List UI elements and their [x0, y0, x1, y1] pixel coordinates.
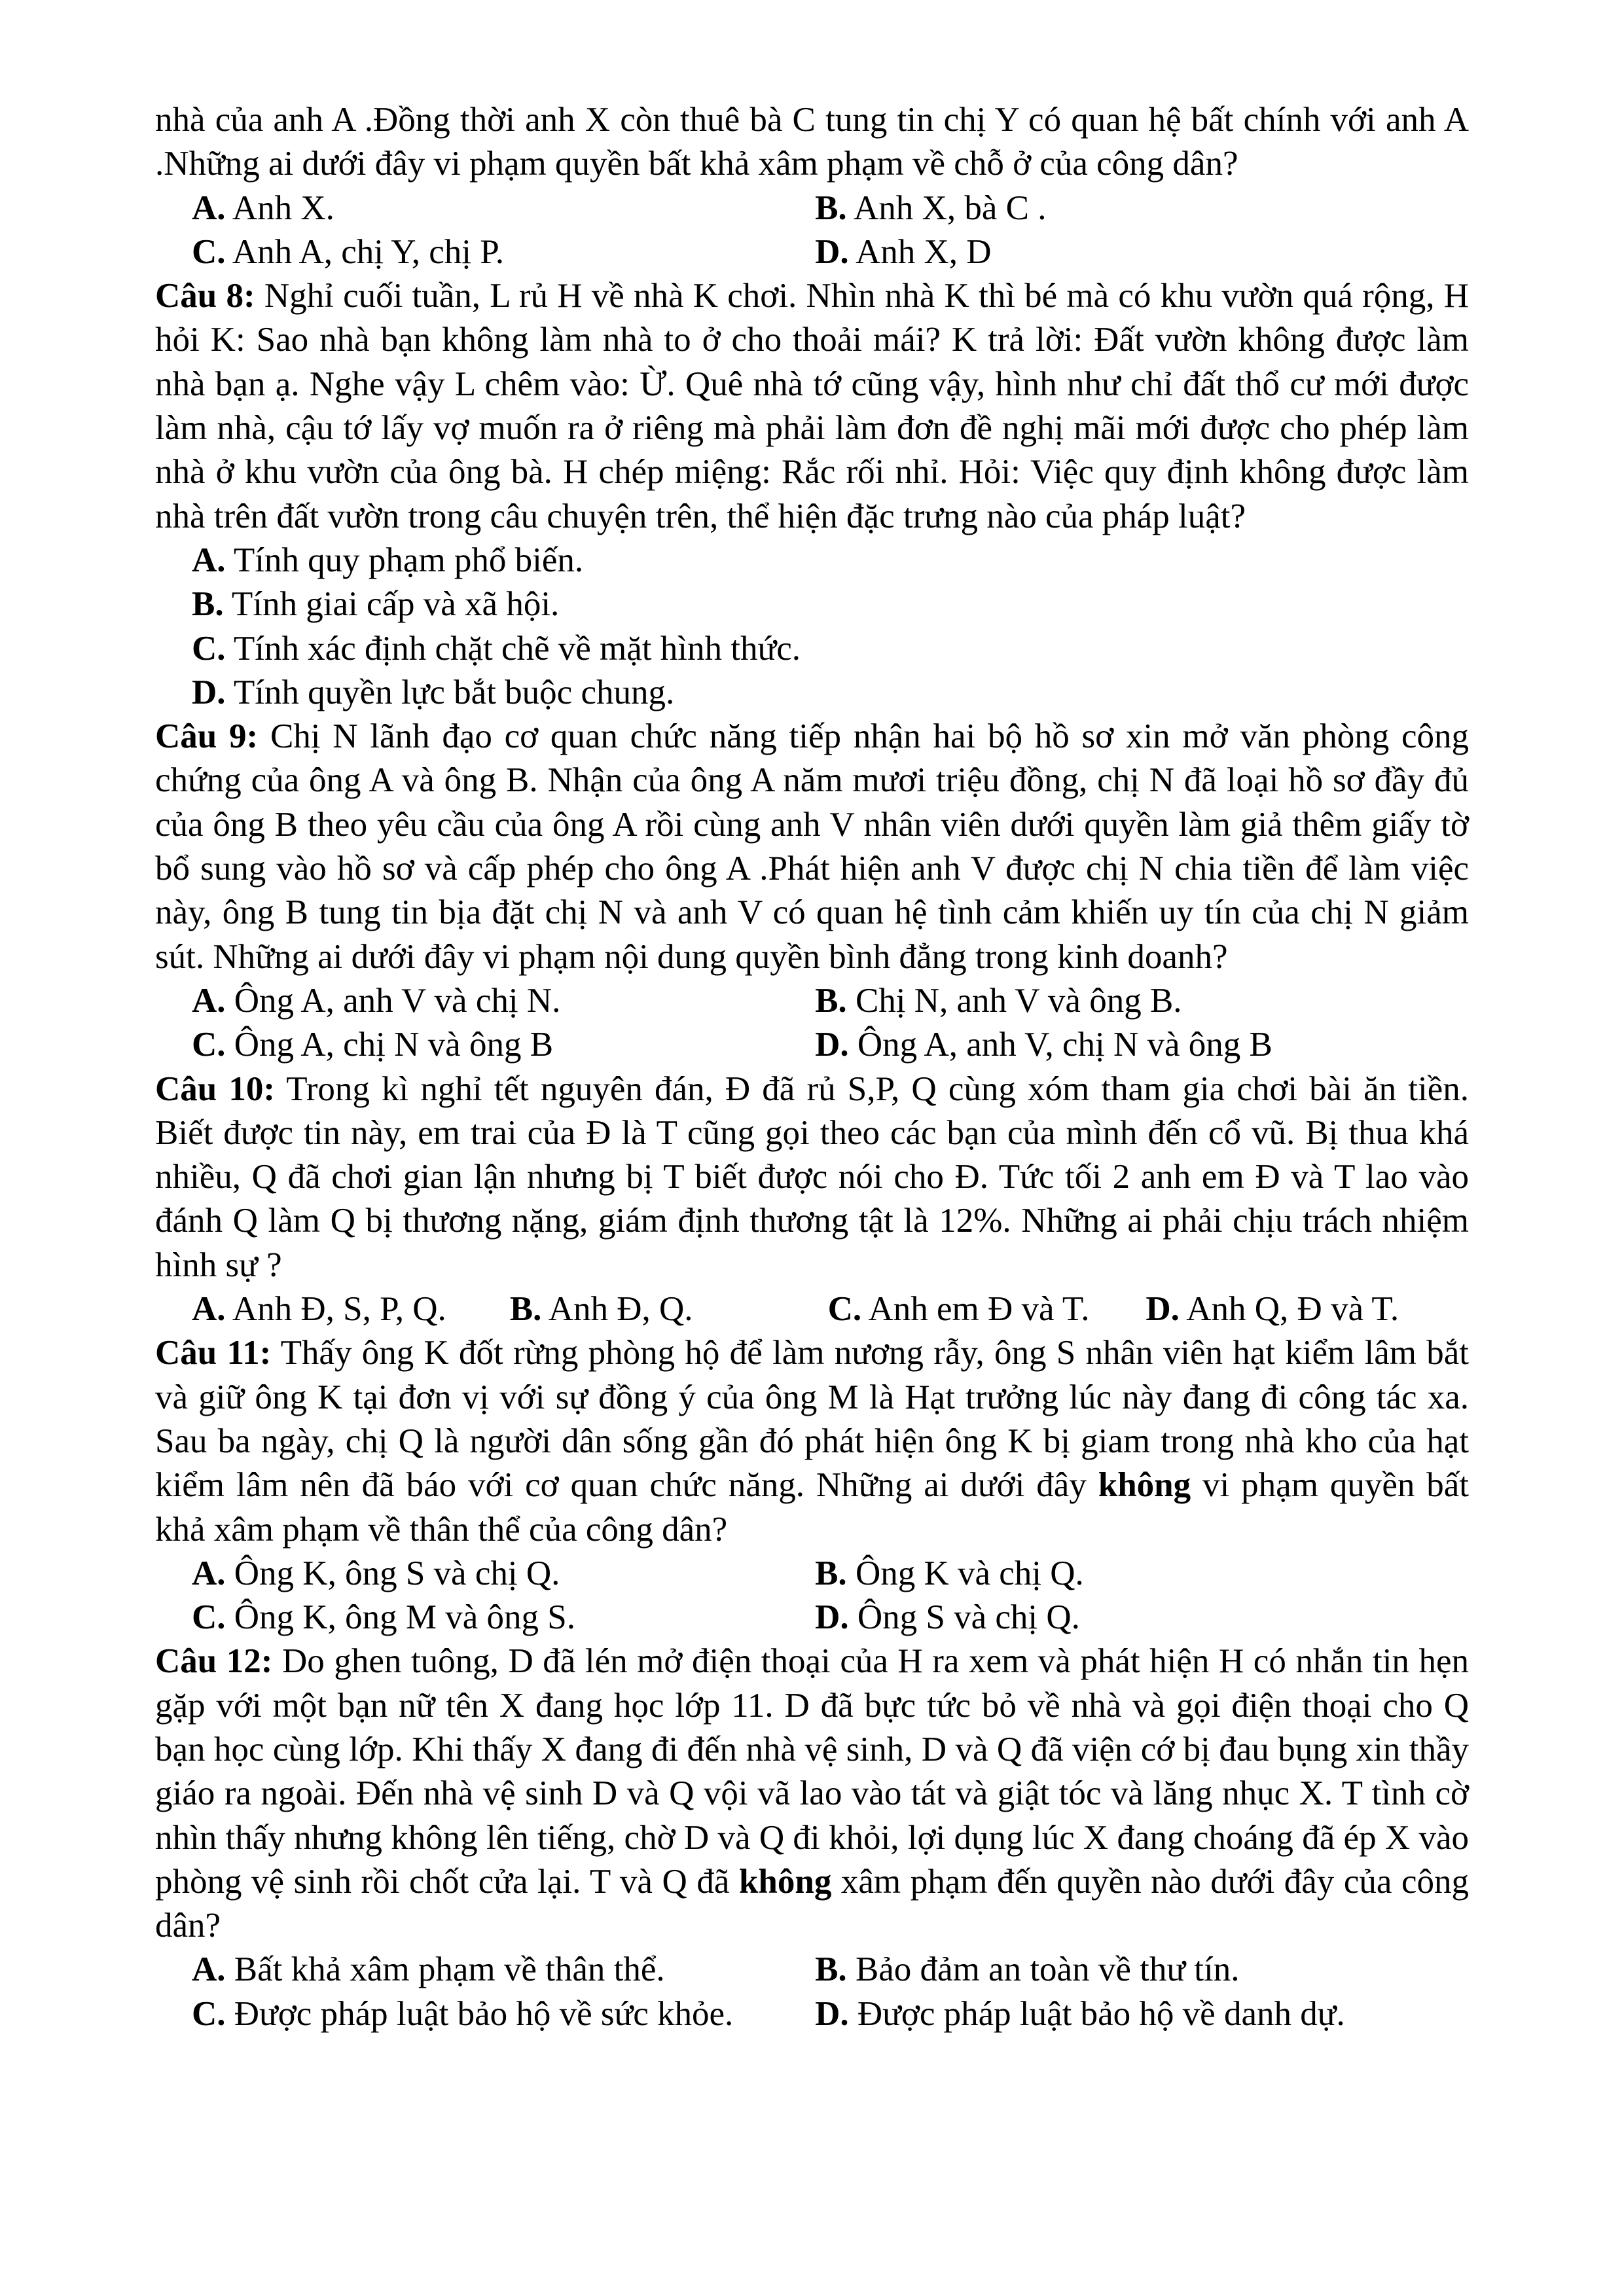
- answer-letter: C.: [827, 1290, 862, 1329]
- question-number-label: Câu 12:: [155, 1642, 273, 1681]
- answer-letter: B.: [815, 1950, 847, 1989]
- answer-letter: A.: [192, 1554, 226, 1592]
- answer-option-a: [192, 539, 1469, 583]
- answer-text: Bất khả xâm phạm về thân thể.: [234, 1950, 665, 1989]
- question-body-text: Do ghen tuông, D đã lén mở điện thoại của H ra xem và phát hiện H có nhắn tin hẹn gặp với một bạn nữ tên X đang học lớp 11. D đã bực tức bỏ về nhà và gọi điện thoại cho Q bạn học cùng lớp. Khi thấy X đang đi đến nhà vệ sinh, D và Q đã viện cớ bị đau bụng xin thầy giáo ra ngoài. Đến nhà vệ sinh D và Q vội vã lao vào tát và giật tóc và lăng nhục X. T tình cờ nhìn thấy nhưng không lên tiếng, chờ D và Q đi khỏi, lợi dụng lúc X đang choáng đã ép X vào phòng vệ sinh rồi chốt cửa lại. T và Q đã: [155, 1642, 1469, 1901]
- answer-option-c: [828, 1287, 1146, 1331]
- questions-container: [155, 98, 1469, 2036]
- emphasized-text: không: [738, 1862, 832, 1901]
- answer-letter: C.: [192, 1026, 226, 1064]
- answer-option-b: [815, 187, 1469, 230]
- answer-text: Anh em Đ và T.: [868, 1290, 1090, 1329]
- answer-text: Anh Đ, S, P, Q.: [232, 1290, 446, 1329]
- answer-letter: B.: [815, 1554, 847, 1592]
- question-body-text: Thấy ông K đốt rừng phòng hộ để làm nương rẫy, ông S nhân viên hạt kiểm lâm bắt và giữ ông K tại đơn vị với sự đồng ý của ông M là Hạt trưởng lúc này đang đi công tác xa. Sau ba ngày, chị Q là người dân sống gần đó phát hiện ông K bị giam trong nhà kho của hạt kiểm lâm nên đã báo với cơ quan chức năng. Những ai dưới đây: [155, 1334, 1470, 1505]
- question-body-text: Trong kì nghỉ tết nguyên đán, Đ đã rủ S,P, Q cùng xóm tham gia chơi bài ăn tiền. Biết được tin này, em trai của Đ là T cũng gọi theo các bạn của mình đến cổ vũ. Bị thua khá nhiều, Q đã chơi gian lận nhưng bị T biết được nói cho Đ. Tức tối 2 anh em Đ và T lao vào đánh Q làm Q bị thương nặng, giám định thương tật là 12%. Những ai phải chịu trách nhiệm hình sự ?: [155, 1069, 1469, 1284]
- question-number-label: Câu 10:: [155, 1069, 276, 1108]
- answer-letter: A.: [192, 1950, 226, 1989]
- question-number-label: Câu 8:: [155, 277, 255, 315]
- question-body-text: Chị N lãnh đạo cơ quan chức năng tiếp nhận hai bộ hồ sơ xin mở văn phòng công chứng của ông A và ông B. Nhận của ông A năm mươi triệu đồng, chị N đã loại hồ sơ đầy đủ của ông B theo yêu cầu của ông A rồi cùng anh V nhân viên dưới quyền làm giả thêm giấy tờ bổ sung vào hồ sơ và cấp phép cho ông A .Phát hiện anh V được chị N chia tiền để làm việc này, ông B tung tin bịa đặt chị N và anh V có quan hệ tình cảm khiến uy tín của chị N giảm sút. Những ai dưới đây vi phạm nội dung quyền bình đẳng trong kinh doanh?: [155, 717, 1470, 976]
- answer-option-d: [815, 1023, 1469, 1067]
- answer-option-a: [192, 1948, 815, 1992]
- question-number-label: Câu 11:: [155, 1334, 272, 1372]
- answer-letter: D.: [815, 1994, 849, 2033]
- answer-letter: D.: [815, 1026, 849, 1064]
- answer-text: Được pháp luật bảo hộ về sức khỏe.: [234, 1994, 734, 2033]
- answer-letter: A.: [192, 981, 226, 1020]
- answer-option-b: [815, 1552, 1469, 1596]
- answer-text: Chị N, anh V và ông B.: [855, 981, 1182, 1020]
- answer-option-b: [815, 979, 1469, 1023]
- answer-option-d: [192, 671, 1469, 715]
- answer-text: Ông S và chị Q.: [857, 1598, 1080, 1637]
- answer-option-a: [192, 187, 815, 230]
- question-body-text: nhà của anh A .Đồng thời anh X còn thuê bà C tung tin chị Y có quan hệ bất chính với anh A .Những ai dưới đây vi phạm quyền bất khả xâm phạm về chỗ ở của công dân?: [155, 101, 1469, 183]
- question-text: [155, 1067, 1469, 1287]
- answer-letter: B.: [509, 1290, 542, 1329]
- answer-option-d: [815, 230, 1469, 274]
- answer-text: Ông K và chị Q.: [855, 1554, 1084, 1592]
- answer-option-c: [192, 230, 815, 274]
- emphasized-text: không: [1098, 1466, 1191, 1505]
- answer-letter: C.: [192, 1598, 226, 1637]
- answer-text: Ông A, anh V và chị N.: [234, 981, 561, 1020]
- answer-text: Tính quy phạm phổ biến.: [233, 541, 584, 579]
- question-text: [155, 715, 1469, 979]
- question-block: [155, 274, 1469, 715]
- answer-option-b: [192, 583, 1469, 626]
- answer-text: Ông K, ông M và ông S.: [234, 1598, 575, 1637]
- answer-options: [155, 1287, 1469, 1331]
- question-body-text: xâm phạm đến quyền nào dưới đây của công dân?: [155, 1862, 1469, 1945]
- answer-letter: A.: [192, 188, 226, 227]
- answer-letter: D.: [192, 673, 226, 711]
- answer-option-d: [815, 1992, 1469, 2036]
- question-body-text: vi phạm quyền bất khả xâm phạm về thân thể của công dân?: [155, 1466, 1469, 1549]
- answer-option-d: [1146, 1287, 1469, 1331]
- answer-text: Bảo đảm an toàn về thư tín.: [855, 1950, 1240, 1989]
- answer-letter: C.: [192, 1994, 226, 2033]
- answer-text: Anh X, D: [855, 232, 992, 271]
- question-text: [155, 1640, 1469, 1948]
- answer-text: Tính giai cấp và xã hội.: [231, 585, 560, 624]
- answer-text: Ông A, anh V, chị N và ông B: [857, 1026, 1272, 1064]
- answer-letter: D.: [815, 232, 849, 271]
- answer-option-b: [815, 1948, 1469, 1992]
- answer-options: [155, 979, 1469, 1067]
- question-block: [155, 1640, 1469, 2036]
- answer-letter: C.: [192, 629, 226, 668]
- answer-letter: B.: [815, 981, 847, 1020]
- question-block: [155, 98, 1469, 274]
- answer-text: Anh X, bà C .: [854, 188, 1047, 227]
- answer-letter: B.: [815, 188, 847, 227]
- answer-option-c: [192, 1023, 815, 1067]
- answer-option-a: [192, 1552, 815, 1596]
- question-body-text: Nghỉ cuối tuần, L rủ H về nhà K chơi. Nhìn nhà K thì bé mà có khu vườn quá rộng, H hỏi K: Sao nhà bạn không làm nhà to ở cho thoải mái? K trả lời: Đất vườn không được làm nhà bạn ạ. Nghe vậy L chêm vào: Ừ. Quê nhà tớ cũng vậy, hình như chỉ đất thổ cư mới được làm nhà, cậu tớ lấy vợ muốn ra ở riêng mà phải làm đơn đề nghị mãi mới được cho phép làm nhà ở khu vườn của ông bà. H chép miệng: Rắc rối nhỉ. Hỏi: Việc quy định không được làm nhà trên đất vườn trong câu chuyện trên, thể hiện đặc trưng nào của pháp luật?: [155, 277, 1469, 535]
- answer-text: Tính xác định chặt chẽ về mặt hình thức.: [233, 629, 801, 668]
- answer-text: Anh A, chị Y, chị P.: [232, 232, 505, 271]
- answer-text: Ông K, ông S và chị Q.: [234, 1554, 560, 1592]
- answer-text: Tính quyền lực bắt buộc chung.: [233, 673, 675, 711]
- answer-letter: B.: [192, 585, 224, 624]
- question-block: [155, 715, 1469, 1067]
- answer-option-b: [510, 1287, 828, 1331]
- answer-text: Anh Q, Đ và T.: [1186, 1290, 1399, 1329]
- answer-option-c: [192, 1992, 815, 2036]
- answer-option-a: [192, 979, 815, 1023]
- question-block: [155, 1331, 1469, 1640]
- question-block: [155, 1067, 1469, 1332]
- answer-text: Ông A, chị N và ông B: [234, 1026, 554, 1064]
- answer-option-c: [192, 1596, 815, 1640]
- question-number-label: Câu 9:: [155, 717, 259, 756]
- answer-option-c: [192, 627, 1469, 671]
- question-text: [155, 1331, 1469, 1551]
- answer-text: Anh Đ, Q.: [548, 1290, 693, 1329]
- answer-letter: D.: [815, 1598, 849, 1637]
- answer-letter: C.: [192, 232, 226, 271]
- answer-text: Anh X.: [232, 188, 334, 227]
- answer-options: [155, 539, 1469, 715]
- answer-letter: A.: [192, 541, 226, 579]
- answer-text: Được pháp luật bảo hộ về danh dự.: [857, 1994, 1345, 2033]
- question-text: [155, 274, 1469, 539]
- answer-options: [155, 1948, 1469, 2036]
- answer-option-d: [815, 1596, 1469, 1640]
- answer-letter: D.: [1146, 1290, 1180, 1329]
- answer-option-a: [192, 1287, 510, 1331]
- answer-options: [155, 1552, 1469, 1640]
- answer-letter: A.: [192, 1290, 226, 1329]
- question-text: [155, 98, 1469, 187]
- answer-options: [155, 187, 1469, 275]
